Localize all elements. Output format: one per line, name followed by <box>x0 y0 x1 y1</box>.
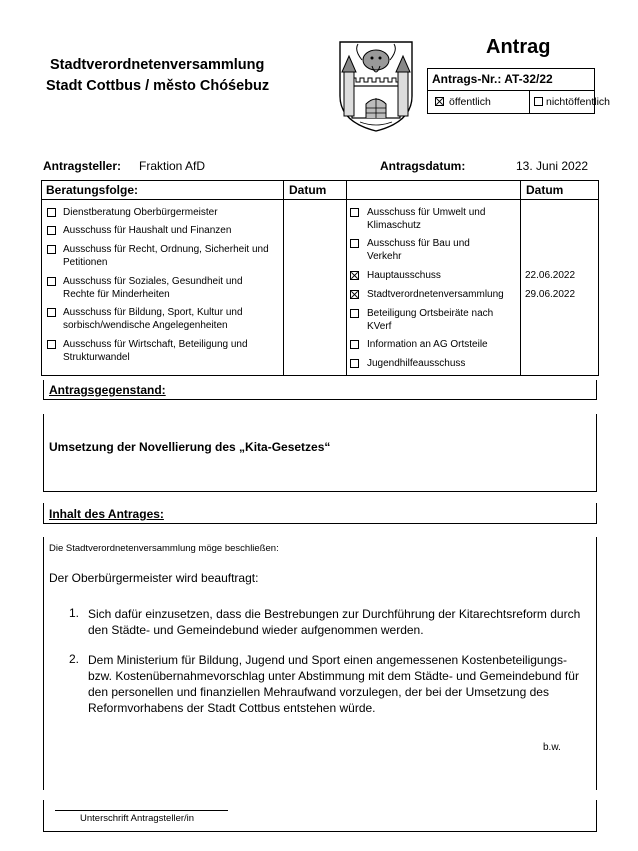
applicant-value: Fraktion AfD <box>139 159 206 173</box>
date-header-right: Datum <box>526 183 564 197</box>
gegenstand-text: Umsetzung der Novellierung des „Kita-Gesetzes“ <box>49 440 331 454</box>
bitte-wenden-note: b.w. <box>543 742 561 753</box>
committee-label: Ausschuss für Bildung, Sport, Kultur und sorbisch/wendische Angelegenheiten <box>63 307 243 331</box>
inhalt-title: Inhalt des Antrages: <box>49 507 164 521</box>
applicant-label: Antragsteller: <box>43 159 122 173</box>
nonpublic-label: nichtöffentlich <box>546 96 611 108</box>
signature-label: Unterschrift Antragsteller/in <box>80 813 195 824</box>
gegenstand-title: Antragsgegenstand: <box>49 383 166 397</box>
committee-label: Ausschuss für Umwelt und Klimaschutz <box>367 207 486 231</box>
committee-checkbox[interactable] <box>47 226 56 235</box>
committee-checkbox[interactable] <box>47 277 56 286</box>
committee-checkbox[interactable] <box>47 308 56 317</box>
committee-label: Ausschuss für Soziales, Gesundheit und Rechte für Minderheiten <box>63 276 243 300</box>
committee-checkbox[interactable] <box>47 245 56 254</box>
committee-date: 29.06.2022 <box>525 289 576 300</box>
org-name-line1: Stadtverordnetenversammlung <box>50 57 265 73</box>
inhalt-lead: Der Oberbürgermeister wird beauftragt: <box>49 571 259 585</box>
committee-date: 22.06.2022 <box>525 270 576 281</box>
committee-label: Ausschuss für Haushalt und Finanzen <box>63 225 232 236</box>
committee-label: Hauptausschuss <box>367 270 441 281</box>
org-name-line2: Stadt Cottbus / město Chóśebuz <box>46 78 270 94</box>
committee-checkbox[interactable] <box>350 239 359 248</box>
public-checkbox[interactable] <box>435 97 444 106</box>
committee-checkbox[interactable] <box>350 309 359 318</box>
date-label: Antragsdatum: <box>380 159 466 173</box>
list-item-text: Sich dafür einzusetzen, dass die Bestrebungen zur Durchführung der Kitarechtsreform durch den Städte- und Gemeindebund wieder aufgenommen werden. <box>88 607 581 637</box>
inhalt-intro: Die Stadtverordnetenversammlung möge beschließen: <box>49 543 279 554</box>
committee-label: Ausschuss für Bau und Verkehr <box>367 238 470 262</box>
beratungsfolge-title: Beratungsfolge: <box>46 183 139 197</box>
committee-checkbox[interactable] <box>47 340 56 349</box>
list-item-number: 2. <box>69 652 80 666</box>
committee-checkbox[interactable] <box>350 271 359 280</box>
committee-checkbox[interactable] <box>350 208 359 217</box>
date-value: 13. Juni 2022 <box>516 159 589 173</box>
doc-type-title: Antrag <box>486 36 551 58</box>
committee-label: Stadtverordnetenversammlung <box>367 289 504 300</box>
list-item-number: 1. <box>69 606 80 620</box>
coat-of-arms-logo <box>336 38 416 134</box>
committee-label: Ausschuss für Wirtschaft, Beteiligung und Strukturwandel <box>63 339 248 363</box>
committee-checkbox[interactable] <box>350 290 359 299</box>
committee-checkbox[interactable] <box>350 359 359 368</box>
committee-checkbox[interactable] <box>350 340 359 349</box>
list-item-text: Dem Ministerium für Bildung, Jugend und Sport einen angemessenen Kostenbeteiligungs- bzw. Kostenübernahmevorschlag unter Abstimmung mit dem Städte- und Gemeindebund für den personellen und finanziellen Mehraufwand vorzulegen, der bei der Umsetzung des Reformvorhabens der Stadt Cottbus entstehen würde. <box>88 653 579 715</box>
committee-label: Ausschuss für Recht, Ordnung, Sicherheit und Petitionen <box>63 244 269 268</box>
antrags-nr-box <box>427 68 611 114</box>
committee-label: Beteiligung Ortsbeiräte nach KVerf <box>367 308 494 332</box>
public-label: öffentlich <box>449 96 491 108</box>
committee-label: Jugendhilfeausschuss <box>367 358 466 369</box>
antrags-nr: Antrags-Nr.: AT-32/22 <box>432 72 553 86</box>
date-header-left: Datum <box>289 183 327 197</box>
committee-label: Information an AG Ortsteile <box>367 339 488 350</box>
committee-checkbox[interactable] <box>47 208 56 217</box>
committee-label: Dienstberatung Oberbürgermeister <box>63 207 218 218</box>
nonpublic-checkbox[interactable] <box>534 97 543 106</box>
